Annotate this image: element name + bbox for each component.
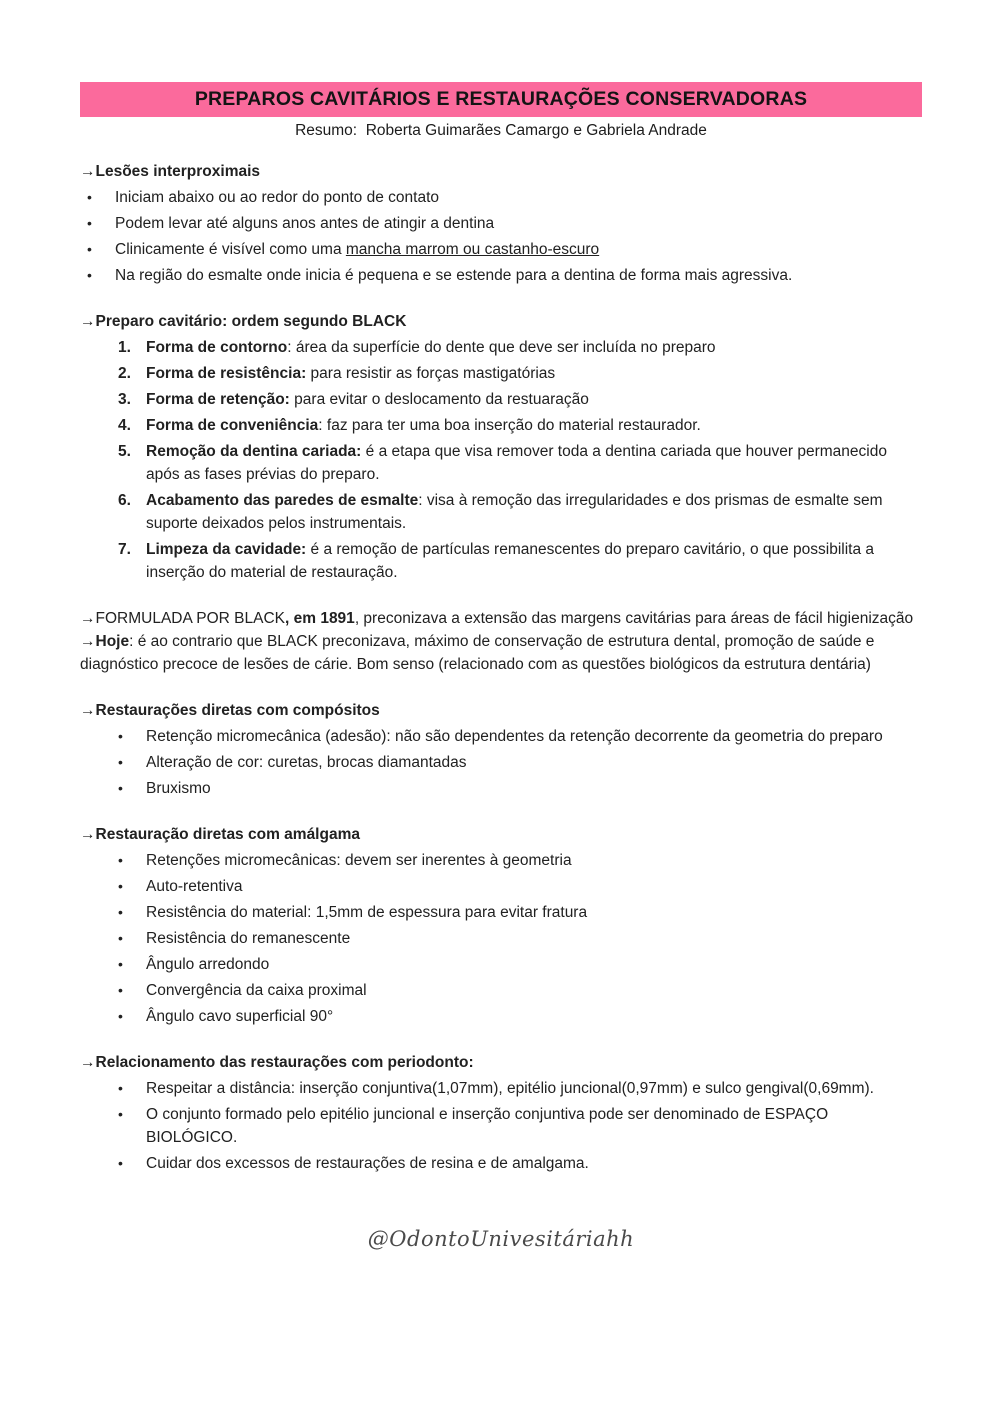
text-run: Iniciam abaixo ou ao redor do ponto de contato xyxy=(115,189,440,206)
list-item xyxy=(80,264,922,287)
text-run: →Restauração diretas com amálgama xyxy=(80,826,360,843)
number-marker: 5. xyxy=(118,443,131,460)
list-item xyxy=(80,953,922,976)
list-item-text xyxy=(146,979,922,1002)
list-item xyxy=(80,388,922,411)
text-run: é a etapa que visa remover toda a dentina cariada que houver permanecido após as fases prévias do preparo. xyxy=(146,443,887,483)
text-run: Convergência da caixa proximal xyxy=(146,982,367,999)
text-run: Retenção micromecânica (adesão): não são dependentes da retenção decorrente da geometria do preparo xyxy=(146,728,883,745)
section-preparo-cavitario-ordem-black xyxy=(80,310,922,584)
section-heading xyxy=(80,823,922,846)
paragraph xyxy=(80,630,922,676)
text-run: Resistência do material: 1,5mm de espessura para evitar fratura xyxy=(146,904,588,921)
list-item xyxy=(80,1103,922,1149)
text-run: para evitar o deslocamento da restuaração xyxy=(289,391,589,408)
list-item-text xyxy=(146,538,922,584)
number-marker: 6. xyxy=(118,492,131,509)
text-run: Cuidar dos excessos de restaurações de resina e de amalgama. xyxy=(146,1155,589,1172)
list-item xyxy=(80,1005,922,1028)
section-heading xyxy=(80,310,922,333)
list-item-text xyxy=(115,212,922,235)
text-run: →FORMULADA POR BLACK xyxy=(80,610,285,627)
section-relacionamento-restauracoes-periodonto xyxy=(80,1051,922,1175)
text-run: Bruxismo xyxy=(146,780,211,797)
list-item xyxy=(80,777,922,800)
text-run: Na região do esmalte onde inicia é pequena e se estende para a dentina de forma mais agressiva. xyxy=(115,267,793,284)
list-item xyxy=(80,1077,922,1100)
text-run: Respeitar a distância: inserção conjuntiva(1,07mm), epitélio juncional(0,97mm) e sulco gengival(0,69mm). xyxy=(146,1080,874,1097)
bullet-marker: • xyxy=(118,1008,123,1024)
list-item xyxy=(80,725,922,748)
section-restauracoes-diretas-compositos xyxy=(80,699,922,800)
list-item xyxy=(80,414,922,437)
bullet-marker: • xyxy=(118,1106,123,1122)
text-run: , em 1891 xyxy=(285,610,355,627)
list-item-text xyxy=(146,388,922,411)
number-marker: 1. xyxy=(118,339,131,356)
list xyxy=(80,725,922,800)
section-lesoes-interproximais xyxy=(80,160,922,287)
list-item-text xyxy=(146,777,922,800)
text-run: →Lesões interproximais xyxy=(80,163,261,180)
bullet-marker: • xyxy=(118,1080,123,1096)
document-subtitle: Resumo: Roberta Guimarães Camargo e Gabriela Andrade xyxy=(295,122,707,139)
bullet-marker: • xyxy=(87,215,92,231)
bullet-marker: • xyxy=(118,728,123,744)
list-item-text xyxy=(115,264,922,287)
bullet-marker: • xyxy=(118,956,123,972)
text-run: →Hoje xyxy=(80,633,130,650)
list-item xyxy=(80,979,922,1002)
list-item-text xyxy=(146,927,922,950)
bullet-marker: • xyxy=(118,780,123,796)
section-black-1891-hoje xyxy=(80,607,922,676)
document-body xyxy=(80,160,922,1175)
list-item-text xyxy=(146,489,922,535)
text-run: Ângulo cavo superficial 90° xyxy=(146,1008,334,1025)
list xyxy=(80,336,922,584)
number-marker: 4. xyxy=(118,417,131,434)
list-item xyxy=(80,489,922,535)
text-run: Auto-retentiva xyxy=(146,878,243,895)
bullet-marker: • xyxy=(118,930,123,946)
bullet-marker: • xyxy=(118,904,123,920)
text-run: O conjunto formado pelo epitélio juncional e inserção conjuntiva pode ser denominado de ESPAÇO BIOLÓGICO. xyxy=(146,1106,829,1146)
section-heading xyxy=(80,160,922,183)
text-run: →Relacionamento das restaurações com periodonto: xyxy=(80,1054,474,1071)
bullet-marker: • xyxy=(118,852,123,868)
title-banner xyxy=(80,82,922,117)
list-item-text xyxy=(146,725,922,748)
text-run: Ângulo arredondo xyxy=(146,956,270,973)
list-item-text xyxy=(146,414,922,437)
text-run: →Preparo cavitário: ordem segundo BLACK xyxy=(80,313,407,330)
list-item xyxy=(80,875,922,898)
text-run: : visa à remoção das irregularidades e dos prismas de esmalte sem suporte deixados pelos instrumentais. xyxy=(146,492,883,532)
text-run: para resistir as forças mastigatórias xyxy=(306,365,556,382)
list-item-text xyxy=(115,186,922,209)
list-item xyxy=(80,212,922,235)
list-item xyxy=(80,186,922,209)
list-item-text xyxy=(146,362,922,385)
list-item-text xyxy=(146,953,922,976)
text-run: : faz para ter uma boa inserção do material restaurador. xyxy=(318,417,701,434)
list-item-text xyxy=(146,1005,922,1028)
footer-handle: @OdontoUnivesitáriahh xyxy=(367,1227,635,1251)
list-item-text xyxy=(146,875,922,898)
list-item xyxy=(80,849,922,872)
text-run: é a remoção de partículas remanescentes do preparo cavitário, o que possibilita a inserção do material de restauração. xyxy=(146,541,875,581)
bullet-marker: • xyxy=(87,241,92,257)
text-run: Remoção da dentina cariada: xyxy=(146,443,362,460)
list-item xyxy=(80,440,922,486)
list-item xyxy=(80,751,922,774)
list-item-text xyxy=(146,440,922,486)
text-run: Forma de retenção: xyxy=(146,391,290,408)
bullet-marker: • xyxy=(118,878,123,894)
number-marker: 2. xyxy=(118,365,131,382)
list xyxy=(80,186,922,287)
text-run: Forma de resistência: xyxy=(146,365,307,382)
text-run: : é ao contrario que BLACK preconizava, máximo de conservação de estrutura dental, promoção de saúde e diagnóstico precoce de lesões de cárie. Bom senso (relacionado com as questões biológicos da estrutura dentária) xyxy=(80,633,875,673)
text-run: Clinicamente é visível como uma xyxy=(115,241,346,258)
document-title: PREPAROS CAVITÁRIOS E RESTAURAÇÕES CONSERVADORAS xyxy=(194,88,808,110)
text-run: : área da superfície do dente que deve ser incluída no preparo xyxy=(287,339,716,356)
list-item-text xyxy=(146,1103,922,1149)
text-run: Podem levar até alguns anos antes de atingir a dentina xyxy=(115,215,495,232)
text-run: Forma de contorno xyxy=(146,339,288,356)
text-run: Resistência do remanescente xyxy=(146,930,351,947)
bullet-marker: • xyxy=(87,267,92,283)
text-run: Forma de conveniência xyxy=(146,417,319,434)
bullet-marker: • xyxy=(118,754,123,770)
list xyxy=(80,1077,922,1175)
list-item-text xyxy=(146,1077,922,1100)
list-item xyxy=(80,362,922,385)
bullet-marker: • xyxy=(118,982,123,998)
text-run: Retenções micromecânicas: devem ser inerentes à geometria xyxy=(146,852,572,869)
list-item xyxy=(80,538,922,584)
section-heading xyxy=(80,699,922,722)
list-item xyxy=(80,927,922,950)
section-restauracao-diretas-amalgama xyxy=(80,823,922,1028)
list-item xyxy=(80,238,922,261)
number-marker: 3. xyxy=(118,391,131,408)
number-marker: 7. xyxy=(118,541,131,558)
list-item-text xyxy=(115,238,922,261)
section-heading xyxy=(80,1051,922,1074)
text-run: Limpeza da cavidade: xyxy=(146,541,307,558)
text-run: Acabamento das paredes de esmalte xyxy=(146,492,419,509)
text-run: mancha marrom ou castanho-escuro xyxy=(345,241,600,258)
text-run: Alteração de cor: curetas, brocas diamantadas xyxy=(146,754,467,771)
list-item-text xyxy=(146,849,922,872)
paragraph xyxy=(80,607,922,630)
bullet-marker: • xyxy=(118,1155,123,1171)
bullet-marker: • xyxy=(87,189,92,205)
list-item-text xyxy=(146,751,922,774)
list-item xyxy=(80,1152,922,1175)
text-run: →Restaurações diretas com compósitos xyxy=(80,702,380,719)
list-item-text xyxy=(146,901,922,924)
list-item-text xyxy=(146,1152,922,1175)
text-run: , preconizava a extensão das margens cavitárias para áreas de fácil higienização xyxy=(354,610,914,627)
list-item xyxy=(80,901,922,924)
list-item xyxy=(80,336,922,359)
list-item-text xyxy=(146,336,922,359)
list xyxy=(80,849,922,1028)
